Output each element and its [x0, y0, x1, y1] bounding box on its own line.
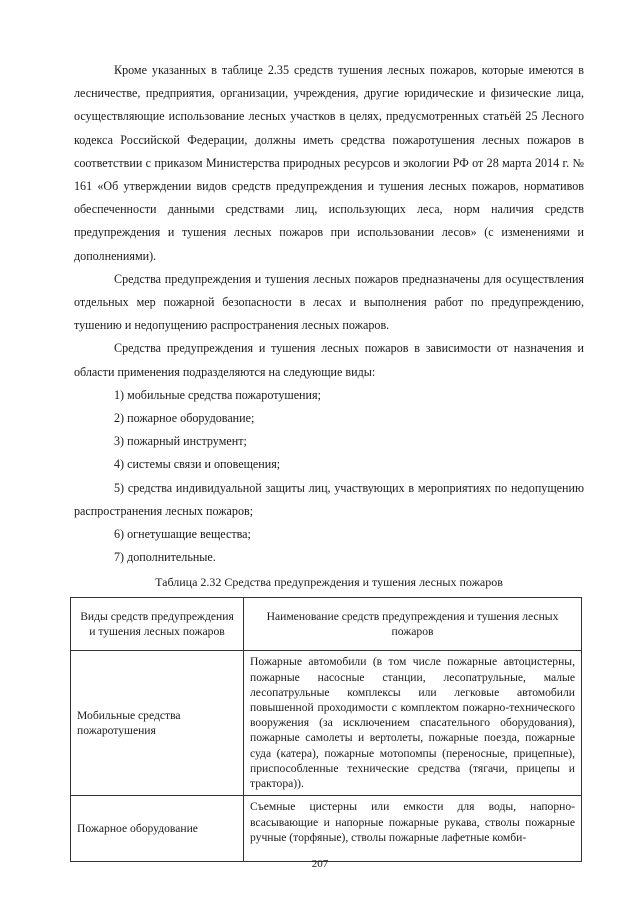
cell-type: Пожарное оборудование: [71, 796, 244, 862]
paragraph-3: Средства предупреждения и тушения лесных пожаров в зависимости от назначения и области применения подразделяются на следующие виды:: [74, 341, 584, 379]
cell-type: Мобильные средства пожаротушения: [71, 651, 244, 796]
list-item: 2) пожарное оборудование;: [114, 411, 255, 426]
table-caption: Таблица 2.32 Средства предупреждения и тушения лесных пожаров: [155, 575, 503, 590]
list-item: 6) огнетушащие вещества;: [114, 527, 251, 542]
cell-items: [244, 796, 582, 862]
document-page: [74, 59, 584, 862]
table-header-row: [71, 598, 582, 651]
means-table: [70, 597, 582, 862]
column-header-type: Виды средств предупреждения и тушения лесных пожаров: [71, 598, 244, 651]
list-item: 5) средства индивидуальной защиты лиц, участвующих в мероприятиях по недопущению распространения лесных пожаров;: [74, 480, 584, 518]
table-row: [71, 796, 582, 862]
paragraph-1: Кроме указанных в таблице 2.35 средств тушения лесных пожаров, которые имеются в лесничестве, предприятия, организации, учреждения, другие юридические и физические лица, осуществляющие использование лесных участков в целях, предусмотренных статьёй 25 Лесного кодекса Российской Федерации, должны иметь средства пожаротушения лесных пожаров в соответствии с приказом Министерства природных ресурсов и экологии РФ от 28 марта 2014 г. № 161 «Об утверждении видов средств предупреждения и тушения лесных пожаров, нормативов обеспеченности данными средствами лиц, использующих леса, норм наличия средств предупреждения и тушения лесных пожаров при использовании лесов» (с изменениями и дополнениями).: [74, 63, 584, 263]
table-row: [71, 651, 582, 796]
list-item: 7) дополнительные.: [114, 550, 216, 565]
page-number: 207: [311, 858, 329, 870]
column-header-names: Наименование средств предупреждения и тушения лесных пожаров: [244, 598, 582, 651]
cell-items-text: Съемные цистерны или емкости для воды, напорно-всасывающие и напорные пожарные рукава, стволы пожарные ручные (торфяные), стволы пожарные лафетные комби-: [250, 800, 575, 844]
list-item: 3) пожарный инструмент;: [114, 434, 247, 449]
list-item: 4) системы связи и оповещения;: [114, 457, 281, 472]
cell-items: Пожарные автомобили (в том числе пожарные автоцистерны, пожарные насосные станции, лесопатрульные, малые лесопатрульные комплексы или легковые автомобили повышенной проходимости с комплектом пожарно-технического вооружения (за исключением спасательного оборудования), пожарные самолеты и вертолеты, пожарные поезда, пожарные суда (катера), пожарные мотопомпы (переносные, прицепные), приспособленные технические средства (тягачи, прицепы и трактора)).: [244, 651, 582, 796]
paragraph-2: Средства предупреждения и тушения лесных пожаров предназначены для осуществления отдельных мер пожарной безопасности в лесах и выполнения работ по предупреждению, тушению и недопущению распространения лесных пожаров.: [74, 271, 584, 333]
list-item: 1) мобильные средства пожаротушения;: [114, 387, 321, 402]
